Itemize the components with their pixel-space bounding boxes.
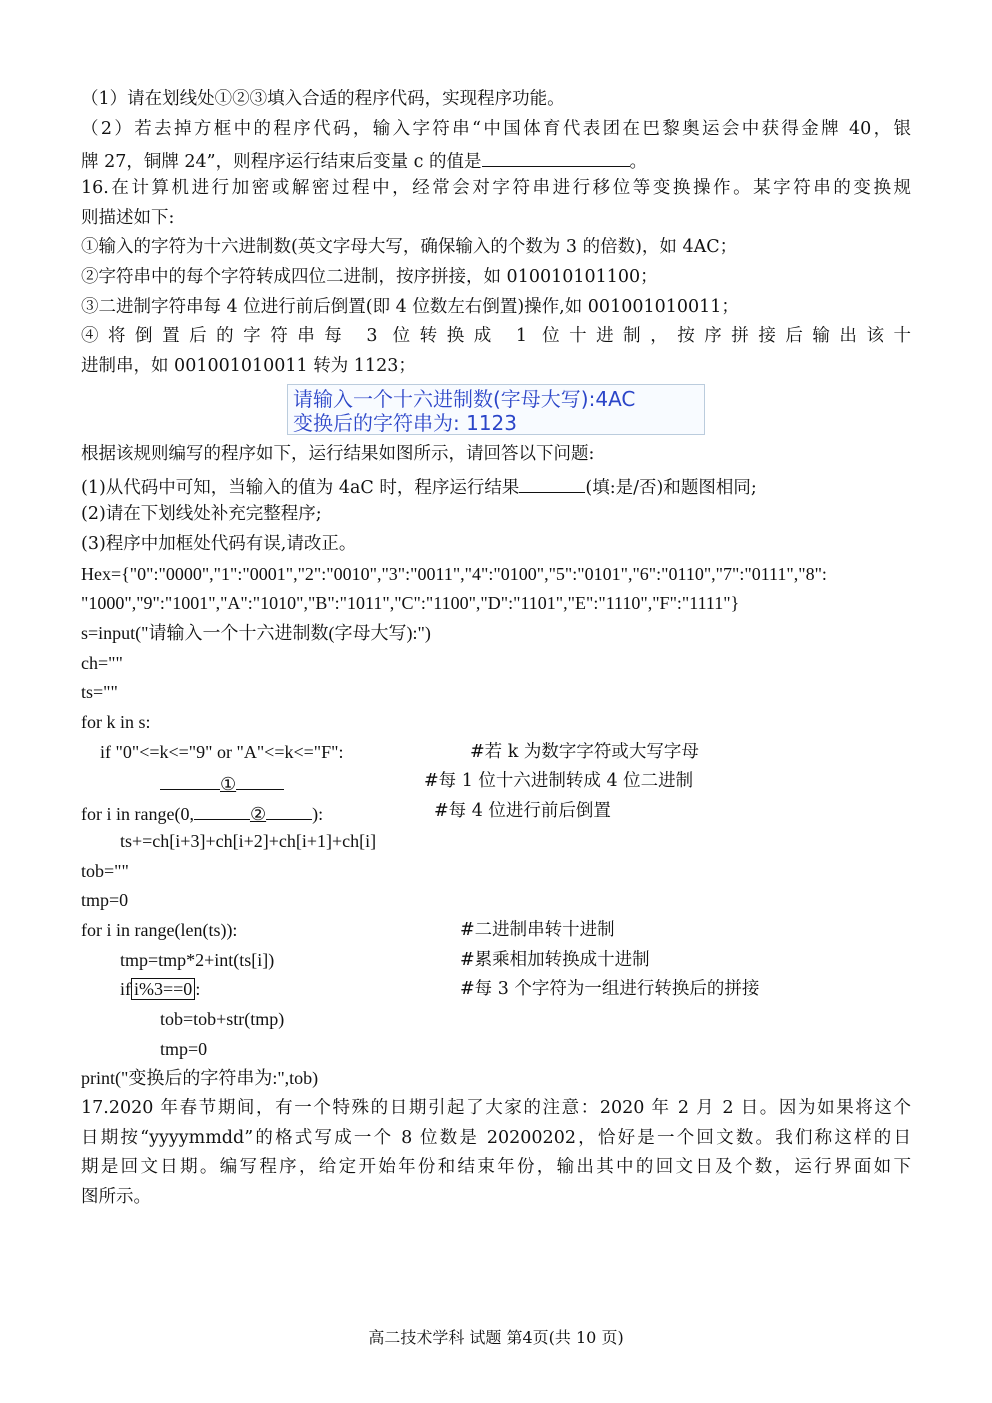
- q16-rule1: ①输入的字符为十六进制数(英文字母大写，确保输入的个数为 3 的倍数)，如 4AC；: [81, 237, 738, 257]
- code-tmp-accumulate: tmp=tmp*2+int(ts[i]): [120, 950, 275, 970]
- q16-rule3: ③二进制字符串每 4 位进行前后倒置(即 4 位数左右倒置)操作,如 001001010011；: [81, 297, 739, 317]
- q16-question3: (3)程序中加框处代码有误,请改正。: [81, 534, 357, 554]
- answer-blank-yes-no[interactable]: [519, 472, 585, 493]
- blank-2-left[interactable]: [194, 799, 250, 820]
- q17-line2: 日期按“yyyymmdd”的格式写成一个 8 位数是 20200202，恰好是一个回文数。我们称这样的日: [81, 1128, 911, 1148]
- code-if-line: if "0"<=k<="9" or "A"<=k<="F":: [100, 742, 344, 762]
- q16-rule4-line1: ④将倒置后的字符串每 3 位转换成 1 位十进制，按序拼接后输出该十: [81, 326, 911, 346]
- blank-1-left[interactable]: [160, 769, 220, 790]
- q16-intro-line2: 则描述如下:: [81, 208, 175, 228]
- code-blank1-line: [160, 769, 284, 796]
- code-if-mod-line: [120, 977, 200, 1001]
- q16-q1-end: (填:是/否)和题图相同;: [585, 478, 757, 498]
- terminal-prompt-line: 请输入一个十六进制数(字母大写):4AC: [293, 387, 636, 411]
- q16-question2: (2)请在下划线处补充完整程序;: [81, 504, 322, 524]
- blank-1-marker: ①: [220, 774, 237, 794]
- code-for-k: for k in s:: [81, 712, 151, 732]
- code-for-i-end: ):: [312, 804, 324, 824]
- code-print-line: print("变换后的字符串为:",tob): [81, 1068, 319, 1088]
- code-if-comment: #若 k 为数字字符或大写字母: [470, 742, 699, 762]
- terminal-result-line: 变换后的字符串为: 1123: [293, 411, 517, 435]
- blank-1-right[interactable]: [236, 769, 284, 790]
- blank-2-right[interactable]: [266, 799, 312, 820]
- q16-intro-line1: 16.在计算机进行加密或解密过程中，经常会对字符串进行移位等变换操作。某字符串的变换规: [81, 178, 911, 198]
- code-if-keyword: if: [120, 979, 131, 999]
- blank-2-marker: ②: [249, 804, 267, 824]
- code-if-colon: :: [195, 979, 201, 999]
- page-footer: 高二技术学科 试题 第4页(共 10 页): [368, 1328, 624, 1347]
- code-for-len: for i in range(len(ts)):: [81, 920, 238, 940]
- code-ch-init: ch="": [81, 653, 123, 673]
- code-if-mod-comment: #每 3 个字符为一组进行转换后的拼接: [460, 979, 760, 999]
- code-ts-init: ts="": [81, 682, 118, 702]
- q16-rule2: ②字符串中的每个字符转成四位二进制，按序拼接，如 010010101100；: [81, 267, 658, 287]
- code-tmp-reset: tmp=0: [160, 1039, 208, 1059]
- code-input-line: s=input("请输入一个十六进制数(字母大写):"): [81, 623, 431, 643]
- q17-line4: 图所示。: [81, 1187, 151, 1207]
- code-blank1-comment: #每 1 位十六进制转成 4 位二进制: [424, 771, 694, 791]
- q16-question1: [81, 472, 757, 500]
- code-for-i-comment: #每 4 位进行前后倒置: [434, 801, 611, 821]
- q15-part2-line2: [81, 146, 647, 174]
- code-for-len-comment: #二进制串转十进制: [460, 920, 615, 940]
- program-output-figure: [287, 384, 705, 435]
- code-hex-dict-line2: "1000","9":"1001","A":"1010","B":"1011","C":"1100","D":"1101","E":"1110","F":"1111"}: [81, 593, 740, 613]
- code-tmp-init: tmp=0: [81, 890, 129, 910]
- code-for-i-range: [81, 799, 323, 826]
- code-for-i-start: for i in range(0,: [81, 804, 194, 824]
- code-tob-init: tob="": [81, 861, 129, 881]
- q15-part2-end: 。: [629, 152, 648, 172]
- q15-part2-line1: （2）若去掉方框中的程序代码，输入字符串“中国体育代表团在巴黎奥运会中获得金牌 40，银: [81, 119, 911, 139]
- code-tob-append: tob=tob+str(tmp): [160, 1009, 285, 1029]
- q17-line1: 17.2020 年春节期间，有一个特殊的日期引起了大家的注意：2020 年 2 月 2 日。因为如果将这个: [81, 1098, 911, 1118]
- answer-blank-c[interactable]: [482, 146, 630, 167]
- q15-part1: （1）请在划线处①②③填入合适的程序代码，实现程序功能。: [81, 89, 565, 109]
- boxed-erroneous-code[interactable]: i%3==0: [131, 978, 195, 1000]
- q17-line3: 期是回文日期。编写程序，给定开始年份和结束年份，输出其中的回文日及个数，运行界面如下: [81, 1157, 911, 1177]
- code-ts-concat: ts+=ch[i+3]+ch[i+2]+ch[i+1]+ch[i]: [120, 831, 377, 851]
- q15-part2-text: 牌 27，铜牌 24”，则程序运行结束后变量 c 的值是: [81, 152, 482, 172]
- q16-rule4-line2: 进制串，如 001001010011 转为 1123；: [81, 356, 416, 376]
- code-hex-dict-line1: Hex={"0":"0000","1":"0001","2":"0010","3":"0011","4":"0100","5":"0101","6":"0110","7":"0111","8":: [81, 564, 827, 584]
- q16-q1-text: (1)从代码中可知，当输入的值为 4aC 时，程序运行结果: [81, 478, 520, 498]
- q16-after-figure: 根据该规则编写的程序如下，运行结果如图所示，请回答以下问题:: [81, 444, 595, 464]
- code-tmp-comment: #累乘相加转换成十进制: [460, 950, 650, 970]
